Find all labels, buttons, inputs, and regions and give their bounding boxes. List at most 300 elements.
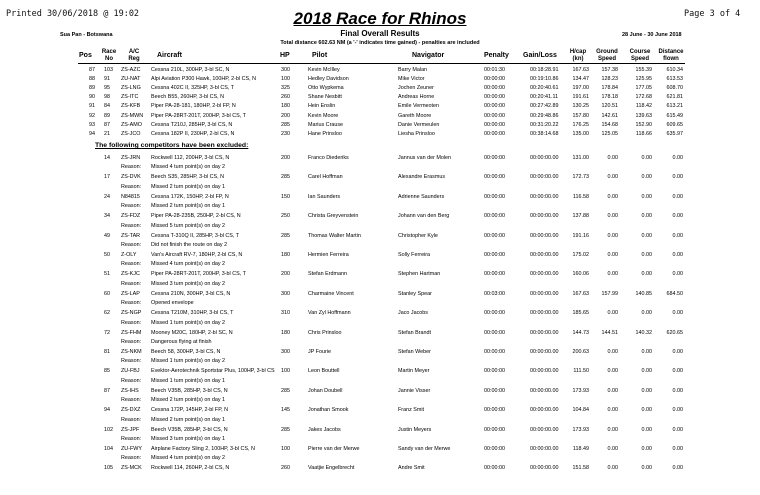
cell-cs: 0.00 [641, 310, 652, 317]
cell-reg: ZU-FWY [121, 446, 142, 452]
cell-reg: ZS-NKM [121, 349, 142, 355]
table-row [0, 193, 760, 201]
reason-text: Missed 4 turn point(s) on day 2 [151, 261, 226, 268]
cell-penalty: 00:00:00 [484, 426, 505, 433]
cell-reg: ZS-KJC [121, 271, 140, 278]
reason-text: Missed 4 turn point(s) on day 2 [151, 455, 226, 462]
reason-label: Reason: [121, 455, 142, 462]
cell-hcap: 175.02 [572, 252, 589, 258]
cell-navigator: Stephen Hartman [398, 271, 441, 278]
cell-gain: 00:00:00.00 [530, 213, 559, 220]
reason-text: Dangerous flying at finish [151, 339, 212, 345]
cell-navigator: Liesha Prinsloo [398, 130, 435, 137]
cell-pilot: Jonathan Smook [308, 407, 349, 414]
cell-navigator: Johann van den Berg [398, 213, 450, 220]
header-hp: HP [280, 52, 290, 59]
cell-hp: 230 [281, 130, 290, 137]
cell-cs: 0.00 [641, 252, 652, 258]
cell-hp: 180 [281, 329, 290, 336]
cell-df: 684.50 [666, 290, 683, 297]
cell-hcap: 116.58 [572, 193, 589, 200]
cell-race: 81 [104, 349, 110, 355]
cell-gs: 128.23 [601, 76, 618, 83]
cell-gs: 142.61 [601, 112, 618, 119]
cell-penalty: 00:00:00 [484, 174, 505, 181]
cell-hp: 285 [281, 387, 290, 394]
reason-label: Reason: [121, 280, 142, 287]
cell-pos: 89 [89, 85, 95, 92]
header-distance-flown-2: flown [663, 56, 679, 62]
cell-penalty: 00:00:00 [484, 387, 505, 394]
cell-hcap: 185.65 [572, 310, 589, 317]
reason-label: Reason: [121, 203, 142, 210]
cell-hp: 300 [281, 67, 290, 73]
cell-gs: 154.68 [601, 121, 618, 128]
cell-hp: 285 [281, 232, 290, 239]
cell-gs: 0.00 [607, 193, 618, 200]
cell-cs: 0.00 [641, 193, 652, 200]
cell-hcap: 151.58 [572, 465, 589, 472]
cell-aircraft: Van's Aircraft RV-7, 180HP, 2-bl CS, N [151, 252, 243, 258]
excluded-heading: The following competitors have been excluded: [95, 142, 249, 149]
cell-hp: 260 [281, 94, 290, 101]
cell-cs: 0.00 [641, 155, 652, 161]
reason-text: Missed 1 turn point(s) on day 2 [151, 358, 226, 365]
reason-text: Missed 2 turn point(s) on day 1 [151, 416, 226, 423]
table-row [0, 290, 760, 298]
header-race-no-1: Race [101, 49, 117, 55]
cell-hp: 180 [281, 103, 290, 110]
cell-race: 91 [104, 76, 110, 83]
reason-row [0, 222, 760, 230]
cell-cs: 0.00 [641, 174, 652, 181]
cell-hcap: 137.88 [572, 213, 589, 220]
cell-pilot: Chris Prinsloo [308, 329, 342, 336]
cell-hcap: 167.63 [572, 67, 589, 73]
cell-reg: ZS-MCK [121, 465, 142, 472]
cell-gs: 178.18 [601, 94, 618, 101]
cell-gs: 0.00 [607, 252, 618, 258]
cell-df: 0.00 [672, 271, 683, 278]
cell-hcap: 172.73 [572, 174, 589, 181]
cell-race: 87 [104, 387, 110, 394]
cell-gs: 157.99 [601, 290, 618, 297]
cell-aircraft: Cessna 210N, 300HP, 3-bl CS, N [151, 290, 231, 297]
reason-row [0, 416, 760, 424]
cell-pilot: Stefan Erdmann [308, 271, 347, 278]
cell-df: 608.70 [666, 85, 683, 92]
header-course-speed-1: Course [629, 49, 651, 55]
cell-df: 613.53 [666, 76, 683, 83]
cell-race: 24 [104, 193, 110, 200]
cell-navigator: Andre Smit [398, 465, 425, 472]
cell-gs: 0.00 [607, 368, 618, 375]
cell-gain: 00:00:00.00 [530, 193, 559, 200]
cell-gain: 00:00:00.00 [530, 387, 559, 394]
reason-label: Reason: [121, 397, 142, 404]
cell-aircraft: Mooney M20C, 180HP, 2-bl SC, N [151, 329, 233, 336]
cell-aircraft: Piper PA-28RT-201T, 200HP, 3-bl CS, T [151, 112, 246, 119]
cell-aircraft: Cessna 182P II, 230HP, 2-bl CS, N [151, 130, 235, 137]
cell-race: 103 [104, 67, 113, 73]
cell-race: 72 [104, 329, 110, 336]
header-ground-speed-1: Ground [596, 49, 618, 55]
reason-row [0, 338, 760, 346]
cell-hp: 325 [281, 85, 290, 92]
reason-text: Missed 2 turn point(s) on day 1 [151, 397, 226, 404]
cell-hp: 180 [281, 252, 290, 258]
cell-aircraft: Piper PA-28-235B, 250HP, 2-bl CS, N [151, 213, 241, 220]
cell-df: 0.00 [672, 349, 683, 355]
cell-hp: 285 [281, 426, 290, 433]
cell-gs: 0.00 [607, 174, 618, 181]
cell-pilot: Pierre van der Merwe [308, 446, 360, 452]
reason-row [0, 319, 760, 327]
cell-aircraft: Cessna 172P, 145HP, 2-bl FP, N [151, 407, 229, 414]
cell-gain: 00:20:41.11 [530, 94, 559, 101]
cell-aircraft: Cessna T210M, 310HP, 3-bl CS, T [151, 310, 234, 317]
cell-cs: 0.00 [641, 446, 652, 452]
header-reg-2: Reg [128, 56, 140, 62]
cell-df: 0.00 [672, 387, 683, 394]
reason-row [0, 183, 760, 191]
cell-reg: ZS-MWN [121, 112, 144, 119]
cell-penalty: 00:00:00 [484, 193, 505, 200]
cell-hp: 250 [281, 213, 290, 220]
cell-pilot: Kevin Moore [308, 112, 339, 119]
cell-aircraft: Cessna 402C II, 325HP, 3-bl CS, T [151, 85, 235, 92]
header-distance-flown-1: Distance [658, 49, 684, 55]
cell-race: 17 [104, 174, 110, 181]
cell-hcap: 135.00 [572, 130, 589, 137]
cell-cs: 0.00 [641, 387, 652, 394]
cell-aircraft: Piper PA-28RT-201T, 200HP, 3-bl CS, T [151, 271, 246, 278]
cell-gain: 00:00:00.00 [530, 407, 559, 414]
cell-df: 0.00 [672, 232, 683, 239]
cell-cs: 152.90 [635, 121, 652, 128]
cell-aircraft: Rockwell 114, 260HP, 2-bl CS, N [151, 465, 230, 472]
header-ground-speed-2: Speed [597, 56, 616, 62]
cell-penalty: 00:00:00 [484, 271, 505, 278]
cell-pilot: Franco Diederiks [308, 155, 349, 161]
cell-aircraft: Cessna 210L, 300HP, 3-bl SC, N [151, 67, 230, 73]
cell-hcap: 160.06 [572, 271, 589, 278]
cell-reg: ZS-TAR [121, 232, 141, 239]
cell-cs: 140.85 [635, 290, 652, 297]
cell-aircraft: Piper PA-28-181, 180HP, 2-bl FP, N [151, 103, 236, 110]
cell-penalty: 00:00:00 [484, 155, 505, 161]
reason-label: Reason: [121, 339, 142, 345]
cell-pilot: Otto Wypkema [308, 85, 344, 92]
reason-row [0, 260, 760, 268]
cell-gain: 00:00:00.00 [530, 155, 559, 161]
cell-race: 34 [104, 213, 110, 220]
report-subtitle: Final Overall Results [340, 29, 420, 38]
cell-navigator: Stefan Weber [398, 349, 431, 355]
cell-race: 87 [104, 121, 110, 128]
cell-navigator: Danie Vermeulen [398, 121, 440, 128]
cell-aircraft: Alpi Aviation P300 Hawk, 100HP, 2-bl CS, N [151, 76, 256, 83]
cell-navigator: Alexandre Erasmus [398, 174, 446, 181]
cell-hcap: 130.25 [572, 103, 589, 110]
header-aircraft: Aircraft [157, 52, 182, 59]
table-row [0, 232, 760, 240]
cell-hp: 145 [281, 407, 290, 414]
cell-cs: 0.00 [641, 368, 652, 375]
cell-hcap: 104.84 [572, 407, 589, 414]
cell-df: 0.00 [672, 310, 683, 317]
cell-gain: 00:19:10.86 [530, 76, 559, 83]
header-pos: Pos [79, 52, 92, 59]
reason-label: Reason: [121, 319, 142, 326]
cell-penalty: 00:00:00 [484, 310, 505, 317]
cell-hcap: 134.47 [572, 76, 589, 83]
cell-gs: 157.38 [601, 67, 618, 73]
cell-hcap: 173.93 [572, 426, 589, 433]
cell-race: 21 [104, 130, 110, 137]
cell-gs: 0.00 [607, 271, 618, 278]
cell-df: 0.00 [672, 426, 683, 433]
cell-aircraft: Rockwell 112, 200HP, 3-bl CS, N [151, 155, 230, 161]
cell-gain: 00:00:00.00 [530, 310, 559, 317]
cell-reg: ZS-LNG [121, 85, 141, 92]
cell-penalty: 00:00:00 [484, 76, 505, 83]
cell-df: 0.00 [672, 368, 683, 375]
cell-cs: 118.42 [635, 103, 652, 110]
cell-df: 0.00 [672, 213, 683, 220]
header-pilot: Pilot [312, 52, 328, 59]
table-row [0, 426, 760, 434]
cell-gs: 0.00 [607, 407, 618, 414]
cell-aircraft: Beech B55, 260HP, 3-bl CS, N [151, 94, 225, 101]
cell-cs: 0.00 [641, 426, 652, 433]
reason-text: Missed 3 turn point(s) on day 1 [151, 436, 226, 442]
report-title: 2018 Race for Rhinos [293, 9, 467, 28]
table-row [0, 348, 760, 356]
cell-cs: 0.00 [641, 349, 652, 355]
cell-penalty: 00:00:00 [484, 368, 505, 375]
cell-reg: ZS-DXZ [121, 407, 141, 414]
cell-cs: 125.95 [635, 76, 652, 83]
cell-gs: 0.00 [607, 446, 618, 452]
cell-pilot: Van Zyl Hoffmann [308, 310, 351, 317]
cell-df: 0.00 [672, 193, 683, 200]
cell-cs: 0.00 [641, 213, 652, 220]
cell-hp: 300 [281, 290, 290, 297]
table-row [0, 445, 760, 453]
cell-hp: 260 [281, 465, 290, 472]
cell-cs: 118.66 [635, 130, 652, 137]
cell-gain: 00:29:48.86 [530, 112, 559, 119]
cell-hp: 310 [281, 310, 290, 317]
cell-penalty: 00:00:00 [484, 252, 505, 258]
table-row [0, 84, 760, 92]
race-dates: 28 June - 30 June 2018 [622, 32, 682, 38]
cell-navigator: Stefan Brandt [398, 329, 431, 336]
cell-gain: 00:00:00.00 [530, 174, 559, 181]
cell-hp: 150 [281, 193, 290, 200]
table-row [0, 367, 760, 375]
cell-hcap: 191.61 [572, 94, 589, 101]
reason-label: Reason: [121, 183, 142, 190]
cell-pos: 94 [89, 130, 95, 137]
header-reg-1: A/C [128, 49, 140, 55]
cell-penalty: 00:00:00 [484, 446, 505, 452]
cell-cs: 177.05 [635, 85, 652, 92]
reason-row [0, 435, 760, 443]
table-row [0, 66, 760, 74]
cell-race: 98 [104, 94, 110, 101]
cell-penalty: 00:00:00 [484, 465, 505, 472]
table-row [0, 212, 760, 220]
cell-pos: 93 [89, 121, 95, 128]
cell-hp: 285 [281, 174, 290, 181]
table-row [0, 130, 760, 138]
cell-navigator: Andreas Horne [398, 94, 435, 101]
table-row [0, 387, 760, 395]
cell-penalty: 00:01:30 [484, 67, 505, 73]
header-penalty: Penalty [484, 52, 509, 59]
cell-hcap: 173.93 [572, 387, 589, 394]
cell-penalty: 00:00:00 [484, 213, 505, 220]
cell-race: 60 [104, 290, 110, 297]
cell-hp: 200 [281, 112, 290, 119]
cell-pilot: Hermien Ferreira [308, 252, 349, 258]
cell-navigator: Jaco Jacobs [398, 310, 428, 317]
cell-df: 0.00 [672, 155, 683, 161]
cell-hcap: 131.00 [572, 155, 589, 161]
cell-reg: ZS-FDZ [121, 213, 141, 220]
cell-navigator: Gareth Moore [398, 112, 432, 119]
reason-text: Did not finish the route on day 2 [151, 242, 228, 248]
cell-reg: ZS-LAP [121, 290, 140, 297]
cell-race: 94 [104, 407, 110, 414]
reason-row [0, 202, 760, 210]
cell-aircraft: Beech V35B, 285HP, 3-bl CS, N [151, 426, 228, 433]
cell-race: 102 [104, 426, 113, 433]
cell-hp: 300 [281, 349, 290, 355]
cell-reg: ZU-FBJ [121, 368, 140, 375]
cell-reg: Z-OLY [121, 252, 137, 258]
table-row [0, 112, 760, 120]
cell-gain: 00:20:40.61 [530, 85, 559, 92]
cell-race: 84 [104, 103, 110, 110]
table-row [0, 329, 760, 337]
cell-aircraft: Cessna T-310Q II, 285HP, 3-bl CS, T [151, 232, 240, 239]
reason-label: Reason: [121, 222, 142, 229]
cell-gain: 00:00:00.00 [530, 252, 559, 258]
reason-row [0, 299, 760, 307]
header-race-no-2: No [105, 56, 113, 62]
table-row [0, 102, 760, 110]
cell-penalty: 00:00:00 [484, 232, 505, 239]
table-row [0, 173, 760, 181]
cell-navigator: Jannus van der Molen [398, 155, 452, 161]
cell-penalty: 00:00:00 [484, 103, 505, 110]
cell-race: 95 [104, 85, 110, 92]
cell-cs: 0.00 [641, 232, 652, 239]
cell-gain: 00:27:42.89 [530, 103, 559, 110]
table-row [0, 464, 760, 472]
cell-gs: 0.00 [607, 465, 618, 472]
cell-gs: 0.00 [607, 426, 618, 433]
cell-pos: 88 [89, 76, 95, 83]
cell-race: 105 [104, 465, 113, 472]
cell-pilot: Thomas Walter Martin [308, 232, 361, 239]
cell-navigator: Christopher Kyle [398, 232, 438, 239]
cell-gs: 0.00 [607, 155, 618, 161]
cell-gs: 178.84 [601, 85, 618, 92]
cell-aircraft: Cessna 172K, 150HP, 2-bl FP, N [151, 193, 229, 200]
cell-hcap: 157.80 [572, 112, 589, 119]
table-row [0, 75, 760, 83]
cell-hcap: 197.00 [572, 85, 589, 92]
reason-text: Missed 1 turn point(s) on day 1 [151, 377, 226, 384]
header-hcap-1: H/cap [569, 49, 587, 55]
cell-penalty: 00:00:00 [484, 349, 505, 355]
cell-df: 635.97 [666, 130, 683, 137]
cell-hp: 100 [281, 368, 290, 375]
cell-gain: 00:00:00.00 [530, 329, 559, 336]
cell-aircraft: Evektor-Aerotechnik Sportstar Plus, 100HP, 3-bl CS [151, 368, 275, 375]
reason-row [0, 241, 760, 249]
cell-penalty: 00:00:00 [484, 329, 505, 336]
reason-label: Reason: [121, 436, 142, 442]
table-row [0, 93, 760, 101]
cell-pilot: Carel Hoffman [308, 174, 343, 181]
reason-row [0, 377, 760, 385]
table-row [0, 121, 760, 129]
cell-navigator: Jochen Zeuner [398, 85, 434, 92]
cell-gain: 00:00:00.00 [530, 465, 559, 472]
cell-pilot: Christa Greyvenstein [308, 213, 359, 220]
cell-penalty: 00:03:00 [484, 290, 505, 297]
cell-hp: 100 [281, 446, 290, 452]
cell-reg: ZU-NAT [121, 76, 141, 83]
reason-text: Opened envelope [151, 300, 194, 307]
cell-hp: 285 [281, 121, 290, 128]
cell-gain: 00:00:00.00 [530, 290, 559, 297]
cell-navigator: Mike Victor [398, 76, 425, 83]
cell-race: 50 [104, 252, 110, 258]
cell-hp: 100 [281, 76, 290, 83]
cell-hcap: 144.73 [572, 329, 589, 336]
reason-text: Missed 4 turn point(s) on day 2 [151, 164, 226, 171]
cell-race: 14 [104, 155, 110, 161]
cell-aircraft: Beech 58, 300HP, 3-bl CS, N [151, 349, 221, 355]
cell-navigator: Justin Meyers [398, 426, 432, 433]
reason-row [0, 163, 760, 171]
cell-gain: 00:00:00.00 [530, 232, 559, 239]
total-distance-note: Total distance 602.63 NM (a '-' indicates time gained) - penalties are included [280, 40, 480, 46]
cell-cs: 172.68 [635, 94, 652, 101]
cell-navigator: Martin Meyer [398, 368, 430, 375]
header-divider [78, 63, 685, 64]
race-location: Sua Pan - Botswana [60, 32, 113, 38]
cell-navigator: Stanley Spear [398, 290, 432, 297]
cell-hcap: 200.63 [572, 349, 589, 355]
cell-race: 62 [104, 310, 110, 317]
cell-penalty: 00:00:00 [484, 85, 505, 92]
cell-cs: 155.39 [635, 67, 652, 73]
cell-gain: 00:38:14.68 [530, 130, 559, 137]
reason-label: Reason: [121, 358, 142, 365]
cell-gain: 00:31:20.22 [530, 121, 559, 128]
cell-pilot: Jakes Jacobs [308, 426, 341, 433]
cell-reg: ZS-NGP [121, 310, 142, 317]
cell-gs: 120.51 [601, 103, 618, 110]
cell-pilot: Marius Crause [308, 121, 344, 128]
